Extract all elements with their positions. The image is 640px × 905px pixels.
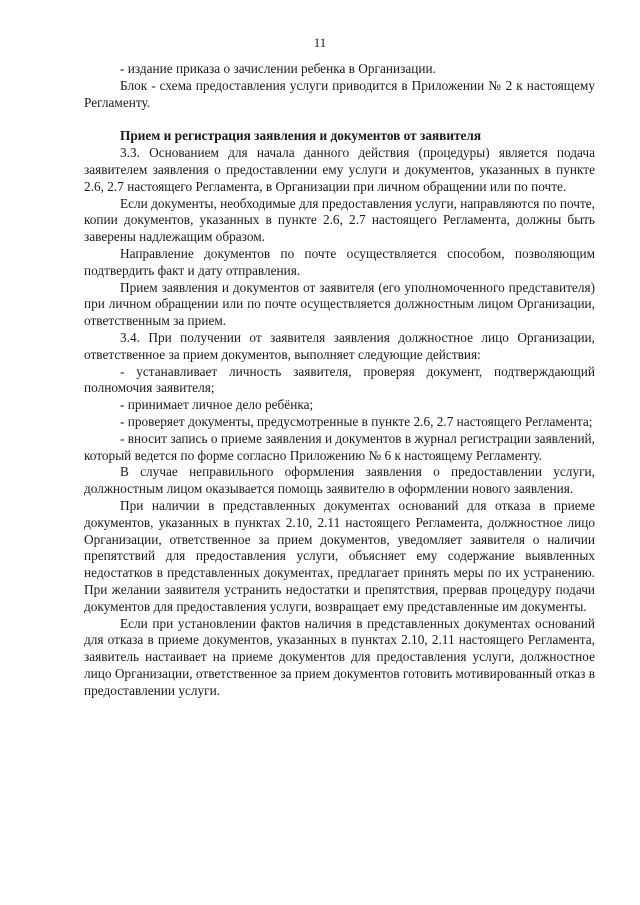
list-item: - проверяет документы, предусмотренные в пункте 2.6, 2.7 настоящего Регламента; xyxy=(120,413,593,429)
list-item: - устанавливает личность заявителя, проверяя документ, подтверждающий полномочия заявителя; xyxy=(84,363,595,396)
paragraph: Если при установлении фактов наличия в представленных документах оснований для отказа в приеме документов, указанных в пунктах 2.10, 2.11 настоящего Регламента, заявитель настаивает на приеме документов для предоставления услуги, должностное лицо Организации, ответственное за прием документов готовить мотивированный отказ в предоставлении услуги. xyxy=(84,615,595,698)
paragraph: 3.4. При получении от заявителя заявления должностное лицо Организации, ответственное за прием документов, выполняет следующие действия: xyxy=(84,329,595,362)
paragraph: В случае неправильного оформления заявления о предоставлении услуги, должностным лицом оказывается помощь заявителю в оформлении нового заявления. xyxy=(84,464,595,497)
paragraph: При наличии в представленных документах оснований для отказа в приеме документов, указанных в пунктах 2.10, 2.11 настоящего Регламента, должностное лицо Организации, ответственное за прием документов, уведомляет заявителя о наличии препятствий для предоставления услуги, объясняет ему содержание выявленных недостатков в представленных документах, предлагает принять меры по их устранению. При желании заявителя устранить недостатки и препятствия, прервав процедуру подачи документов для предоставления услуги, возвращает ему представленные им документы. xyxy=(84,497,595,614)
paragraph: Если документы, необходимые для предоставления услуги, направляются по почте, копии документов, указанных в пункте 2.6, 2.7 настоящего Регламента, должны быть заверены надлежащим образом. xyxy=(84,195,595,245)
paragraph: 3.3. Основанием для начала данного действия (процедуры) является подача заявителем заявления о предоставлении ему услуги и документов, указанных в пункте 2.6, 2.7 настоящего Регламента, в Организации при личном обращении или по почте. xyxy=(84,145,595,194)
page-number: 11 xyxy=(313,35,327,50)
document-body xyxy=(84,61,595,699)
paragraph: Направление документов по почте осуществляется способом, позволяющим подтвердить факт и дату отправления. xyxy=(84,245,595,278)
list-item: - принимает личное дело ребёнка; xyxy=(120,397,314,413)
list-item: - вносит запись о приеме заявления и документов в журнал регистрации заявлений, который ведется по форме согласно Приложению № 6 к настоящему Регламенту. xyxy=(84,430,595,463)
paragraph: - издание приказа о зачислении ребенка в Организации. xyxy=(120,61,436,76)
paragraph: Прием заявления и документов от заявителя (его уполномоченного представителя) при личном обращении или по почте осуществляется должностным лицом Организации, ответственным за прием. xyxy=(84,279,595,329)
section-heading: Прием и регистрация заявления и документов от заявителя xyxy=(120,128,482,144)
paragraph: Блок - схема предоставления услуги приводится в Приложении № 2 к настоящему Регламенту. xyxy=(84,77,595,110)
